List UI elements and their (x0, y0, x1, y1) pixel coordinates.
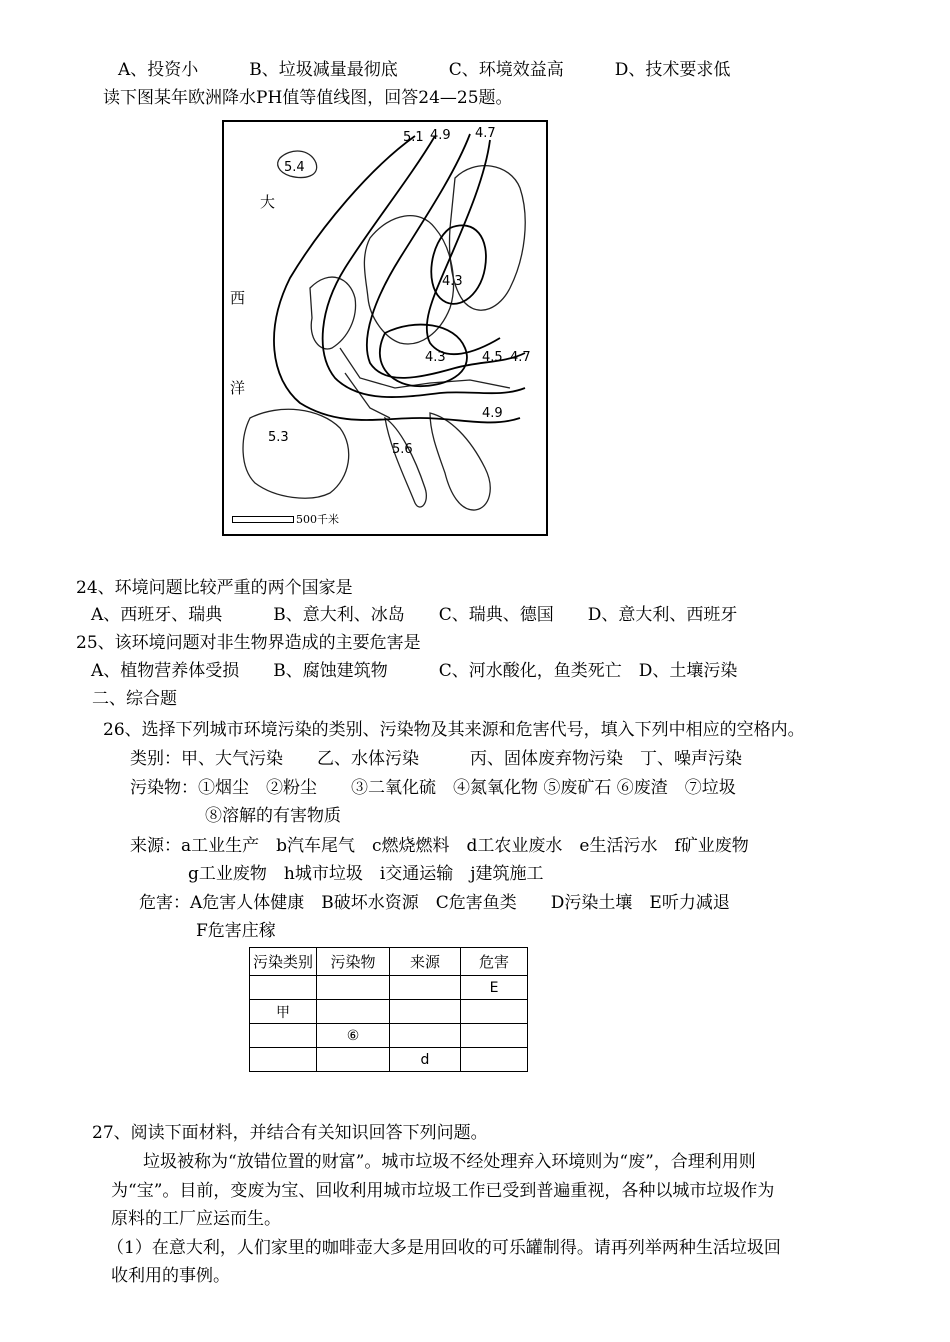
table-row (250, 1000, 528, 1024)
isoline-label: 4.5 (482, 350, 503, 365)
table-row (250, 976, 528, 1000)
table-cell[interactable] (317, 1048, 390, 1072)
q26-pollutants: ⑧溶解的有害物质 (205, 806, 341, 826)
isoline-label: 5.3 (268, 430, 289, 445)
isoline-label: 5.4 (284, 160, 305, 175)
table-cell[interactable] (250, 1024, 317, 1048)
table-cell[interactable] (390, 1024, 461, 1048)
table-cell[interactable] (317, 1000, 390, 1024)
ocean-label: 西 (230, 289, 246, 307)
table-cell[interactable] (250, 976, 317, 1000)
table-cell[interactable] (390, 1000, 461, 1024)
ocean-label: 洋 (230, 379, 246, 397)
q24-options: A、西班牙、瑞典 B、意大利、冰岛 C、瑞典、德国 D、意大利、西班牙 (91, 605, 738, 625)
isoline-label: 4.9 (482, 406, 503, 421)
table-cell[interactable] (250, 1048, 317, 1072)
table-row (250, 1024, 528, 1048)
table-header: 来源 (390, 948, 461, 976)
q26-pollutants: 污染物：①烟尘 ②粉尘 ③二氧化硫 ④氮氧化物 ⑤废矿石 ⑥废渣 ⑦垃圾 (130, 778, 736, 798)
q27-paragraph: 原料的工厂应运而生。 (111, 1209, 281, 1229)
scale-label: 500千米 (296, 513, 339, 526)
table-cell[interactable]: d (390, 1048, 461, 1072)
isoline-label: 4.3 (442, 274, 463, 289)
q26-sources: g工业废物 h城市垃圾 i交通运输 j建筑施工 (188, 864, 544, 884)
table-header: 污染物 (317, 948, 390, 976)
europe-ph-isoline-map (220, 118, 550, 538)
q25-stem: 25、该环境问题对非生物界造成的主要危害是 (76, 633, 421, 653)
table-header-row (250, 948, 528, 976)
q27-stem: 27、阅读下面材料，并结合有关知识回答下列问题。 (92, 1123, 488, 1143)
isoline-label: 5.6 (392, 442, 413, 457)
q26-stem: 26、选择下列城市环境污染的类别、污染物及其来源和危害代号，填入下列中相应的空格内。 (103, 720, 805, 740)
table-cell[interactable] (461, 1000, 528, 1024)
q27-paragraph: 为“宝”。目前，变废为宝、回收利用城市垃圾工作已受到普遍重视，各种以城市垃圾作为 (111, 1181, 775, 1201)
q27-paragraph: 垃圾被称为“放错位置的财富”。城市垃圾不经处理弃入环境则为“废”，合理利用则 (143, 1152, 756, 1172)
answer-table (249, 947, 528, 1072)
map-intro: 读下图某年欧洲降水PH值等值线图，回答24—25题。 (103, 88, 513, 108)
q27-subquestion: （1）在意大利，人们家里的咖啡壶大多是用回收的可乐罐制得。请再列举两种生活垃圾回 (107, 1238, 781, 1258)
q26-categories: 类别：甲、大气污染 乙、水体污染 丙、固体废弃物污染 丁、噪声污染 (130, 749, 742, 769)
table-cell[interactable] (461, 1048, 528, 1072)
q24-stem: 24、环境问题比较严重的两个国家是 (76, 578, 353, 598)
table-header: 污染类别 (250, 948, 317, 976)
table-cell[interactable]: ⑥ (317, 1024, 390, 1048)
ocean-label: 大 (260, 193, 276, 211)
scale-bar (232, 516, 294, 523)
table-cell[interactable]: 甲 (250, 1000, 317, 1024)
table-cell[interactable] (317, 976, 390, 1000)
q26-hazards: 危害：A危害人体健康 B破坏水资源 C危害鱼类 D污染土壤 E听力减退 (139, 893, 730, 913)
map-svg (220, 118, 550, 538)
isoline-label: 4.7 (510, 350, 531, 365)
table-cell[interactable]: E (461, 976, 528, 1000)
isoline-label: 4.3 (425, 350, 446, 365)
section-heading: 二、综合题 (92, 689, 177, 709)
q26-hazards: F危害庄稼 (196, 921, 276, 941)
q26-sources: 来源：a工业生产 b汽车尾气 c燃烧燃料 d工农业废水 e生活污水 f矿业废物 (130, 836, 749, 856)
table-row (250, 1048, 528, 1072)
table-cell[interactable] (390, 976, 461, 1000)
isoline-label: 4.7 (475, 126, 496, 141)
table-header: 危害 (461, 948, 528, 976)
q25-options: A、植物营养体受损 B、腐蚀建筑物 C、河水酸化，鱼类死亡 D、土壤污染 (91, 661, 738, 681)
q27-subquestion: 收利用的事例。 (111, 1266, 230, 1286)
isoline-label: 4.9 (430, 128, 451, 143)
isoline-label: 5.1 (403, 130, 424, 145)
table-cell[interactable] (461, 1024, 528, 1048)
q23-options: A、投资小 B、垃圾减量最彻底 C、环境效益高 D、技术要求低 (118, 60, 731, 80)
